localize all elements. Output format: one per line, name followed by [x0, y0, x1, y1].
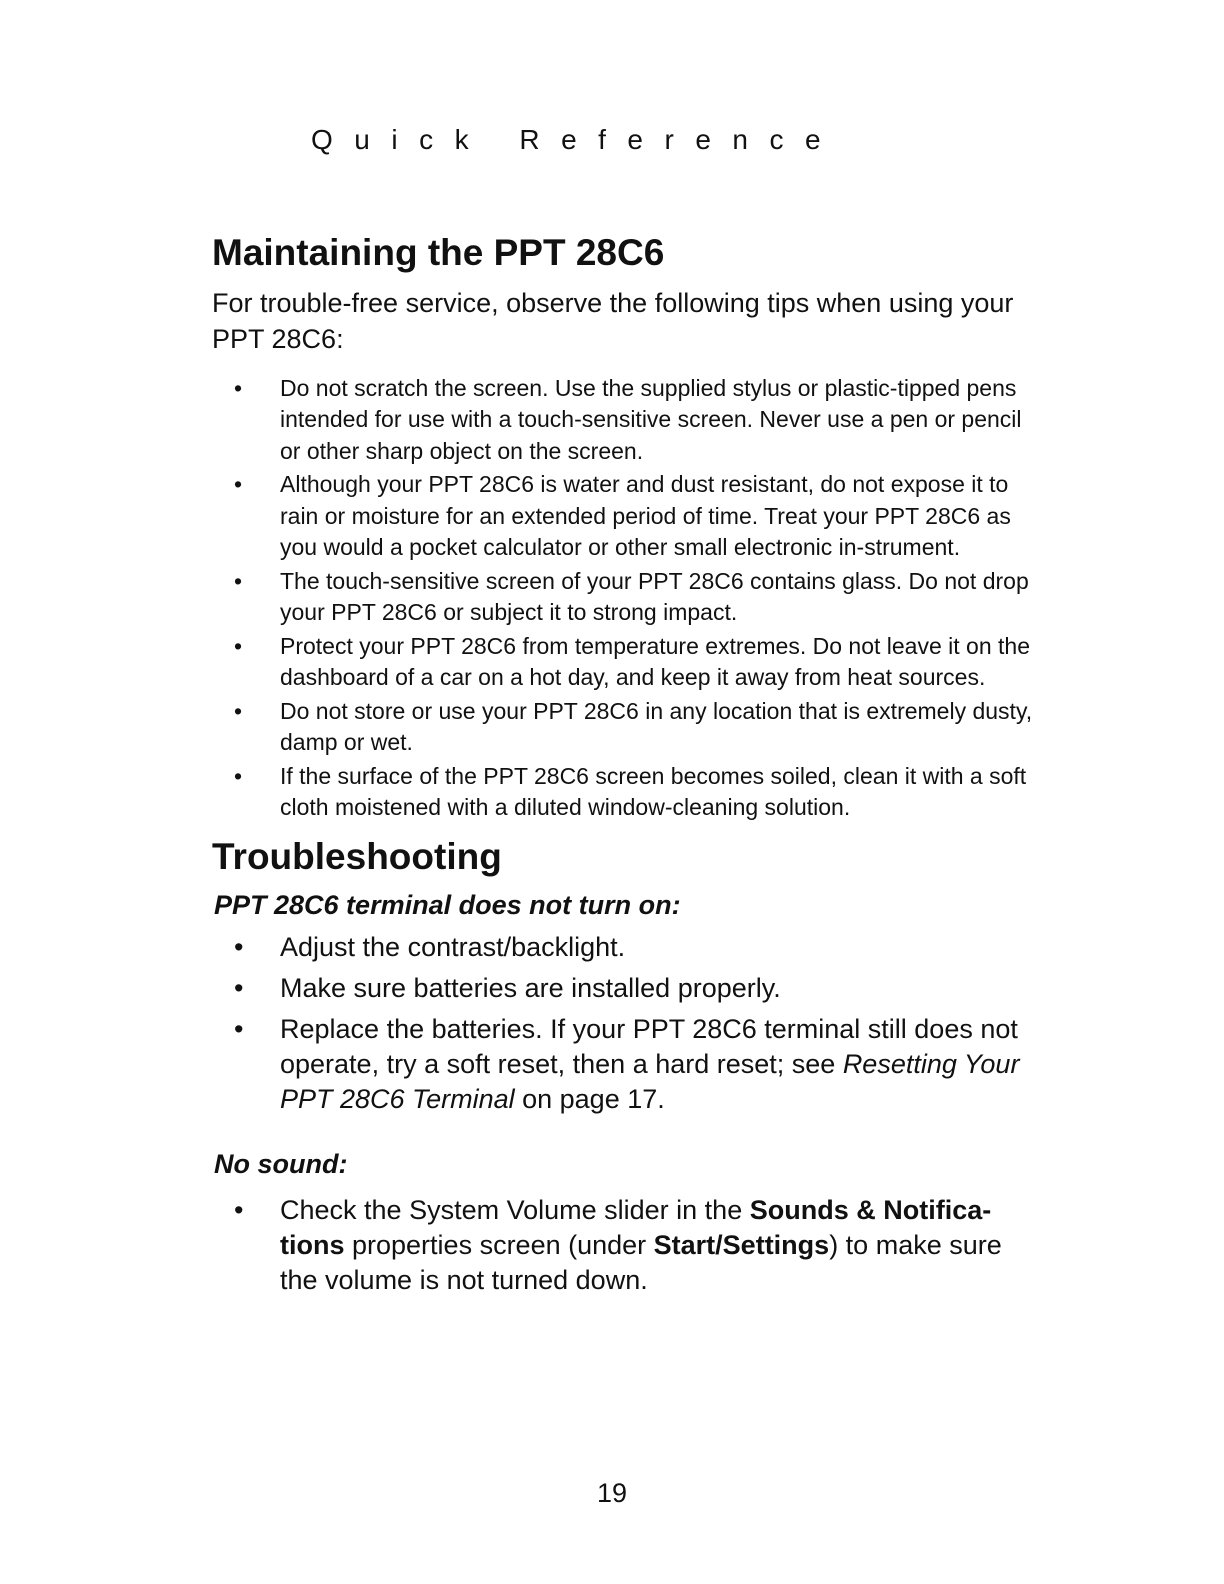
sound-text-3: ) to make sure the volume is not turned down.: [280, 1230, 1002, 1296]
list-item-text: Do not store or use your PPT 28C6 in any location that is extremely dusty, damp or wet.: [280, 697, 1033, 756]
list-item-text: Although your PPT 28C6 is water and dust resistant, do not expose it to rain or moisture for an extended period of time. Treat your PPT 28C6 as you would a pocket calculator or other small electronic in-strument.: [280, 471, 1011, 561]
bullet-icon: •: [234, 567, 243, 594]
start-settings-label: Start/Settings: [653, 1230, 830, 1261]
list-item-text: Make sure batteries are installed properly.: [280, 973, 781, 1004]
list-item: [212, 631, 1042, 694]
list-item-text-before: Replace the batteries. If your PPT 28C6 terminal still does not operate, try a soft reset, then a hard reset; see: [280, 1014, 1018, 1080]
list-item-text: Adjust the contrast/backlight.: [280, 932, 626, 963]
bullet-icon: •: [234, 1195, 244, 1226]
bullet-icon: •: [234, 471, 243, 498]
maintenance-tips-list: [212, 373, 1042, 824]
section-title-maintaining: Maintaining the PPT 28C6: [212, 232, 665, 273]
page-number: 19: [596, 1478, 628, 1508]
no-sound-list: [212, 1193, 1042, 1298]
reference-link: Resetting Your PPT 28C6 Terminal: [280, 1049, 1020, 1115]
bullet-icon: •: [234, 632, 243, 659]
subheading-no-power: PPT 28C6 terminal does not turn on:: [214, 890, 681, 921]
bullet-icon: •: [234, 762, 243, 789]
section-title-troubleshooting: Troubleshooting: [212, 835, 502, 877]
list-item: [212, 373, 1042, 468]
sound-text-2: properties screen (under: [344, 1230, 654, 1261]
bullet-icon: •: [234, 1014, 244, 1045]
list-item: [212, 469, 1042, 564]
list-item-text: If the surface of the PPT 28C6 screen becomes soiled, clean it with a soft cloth moistened with a diluted window-cleaning solution.: [280, 762, 1027, 821]
list-item-text: Protect your PPT 28C6 from temperature extremes. Do not leave it on the dashboard of a car on a hot day, and keep it away from heat sources.: [280, 632, 1030, 691]
list-item: [212, 761, 1042, 824]
list-item: [212, 971, 1042, 1006]
subheading-no-sound: No sound:: [214, 1149, 348, 1180]
bullet-icon: •: [234, 932, 244, 963]
bullet-icon: •: [234, 374, 243, 401]
list-item: [212, 1012, 1042, 1117]
list-item: [212, 696, 1042, 759]
list-item-text: Do not scratch the screen. Use the supplied stylus or plastic-tipped pens intended for use with a touch-sensitive screen. Never use a pen or pencil or other sharp object on the screen.: [280, 374, 1022, 464]
maintaining-intro: For trouble-free service, observe the following tips when using your PPT 28C6:: [212, 287, 1014, 354]
bullet-icon: •: [234, 697, 243, 724]
no-power-list: [212, 930, 1042, 1117]
list-item: [212, 566, 1042, 629]
list-item-text: The touch-sensitive screen of your PPT 28C6 contains glass. Do not drop your PPT 28C6 or subject it to strong impact.: [280, 567, 1029, 626]
sounds-notifications-label: Sounds & Notifica-tions: [280, 1195, 992, 1261]
list-item: [212, 930, 1042, 965]
running-header: Quick Reference: [311, 124, 843, 155]
list-item: [212, 1193, 1042, 1298]
bullet-icon: •: [234, 973, 244, 1004]
sound-text-1: Check the System Volume slider in the: [280, 1195, 750, 1226]
page-content: [212, 232, 1042, 1304]
list-item-text-after: on page 17.: [514, 1084, 665, 1115]
